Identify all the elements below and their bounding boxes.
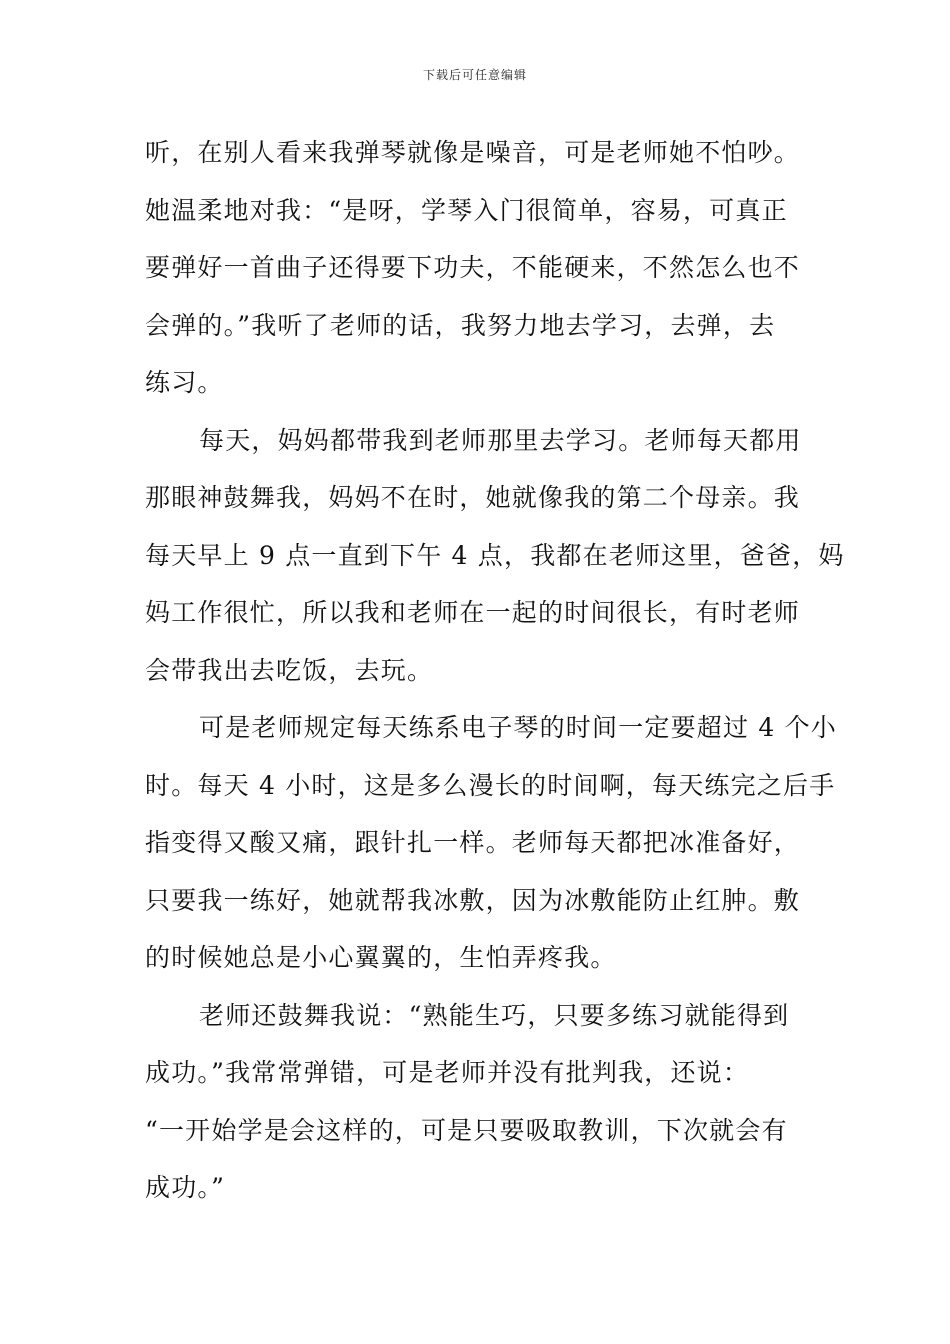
text-line: 那眼神鼓舞我，妈妈不在时，她就像我的第二个母亲。我 [145,483,801,512]
text-line: 她温柔地对我：“是呀，学琴入门很简单，容易，可真正 [145,195,788,225]
text-line: 指变得又酸又痛，跟针扎一样。老师每天都把冰准备好， [145,828,801,857]
text-line: 每天早上 9 点一直到下午 4 点，我都在老师这里，爸爸，妈 [145,540,845,570]
paragraph-first-line: 每天，妈妈都带我到老师那里去学习。老师每天都用 [199,425,802,455]
paragraph-first-line: 可是老师规定每天练系电子琴的时间一定要超过 4 个小 [199,713,838,742]
page-header: 下载后可任意编辑 [422,68,527,82]
text-line: “一开始学是会这样的，可是只要吸取教训，下次就会有 [145,1115,788,1145]
paragraph-first-line: 老师还鼓舞我说：“熟能生巧，只要多练习就能得到 [199,1000,790,1030]
text-line: 听，在别人看来我弹琴就像是噪音，可是老师她不怕吵。 [145,138,801,167]
text-line: 只要我一练好，她就帮我冰敷，因为冰敷能防止红肿。敷 [145,885,801,915]
text-line: 练习。 [145,368,224,397]
document-body [145,124,845,1217]
text-line: 会弹的。”我听了老师的话，我努力地去学习，去弹，去 [145,310,776,340]
text-line: 的时候她总是小心翼翼的，生怕弄疼我。 [145,943,617,972]
text-line: 妈工作很忙，所以我和老师在一起的时间很长，有时老师 [145,598,801,627]
text-line: 成功。”我常常弹错，可是老师并没有批判我，还说： [145,1058,750,1087]
text-line: 要弹好一首曲子还得要下功夫，不能硬来，不然怎么也不 [145,253,801,282]
text-line: 时。每天 4 小时，这是多么漫长的时间啊，每天练完之后手 [145,770,836,800]
text-line: 会带我出去吃饭，去玩。 [145,655,434,685]
text-line: 成功。” [145,1173,226,1202]
